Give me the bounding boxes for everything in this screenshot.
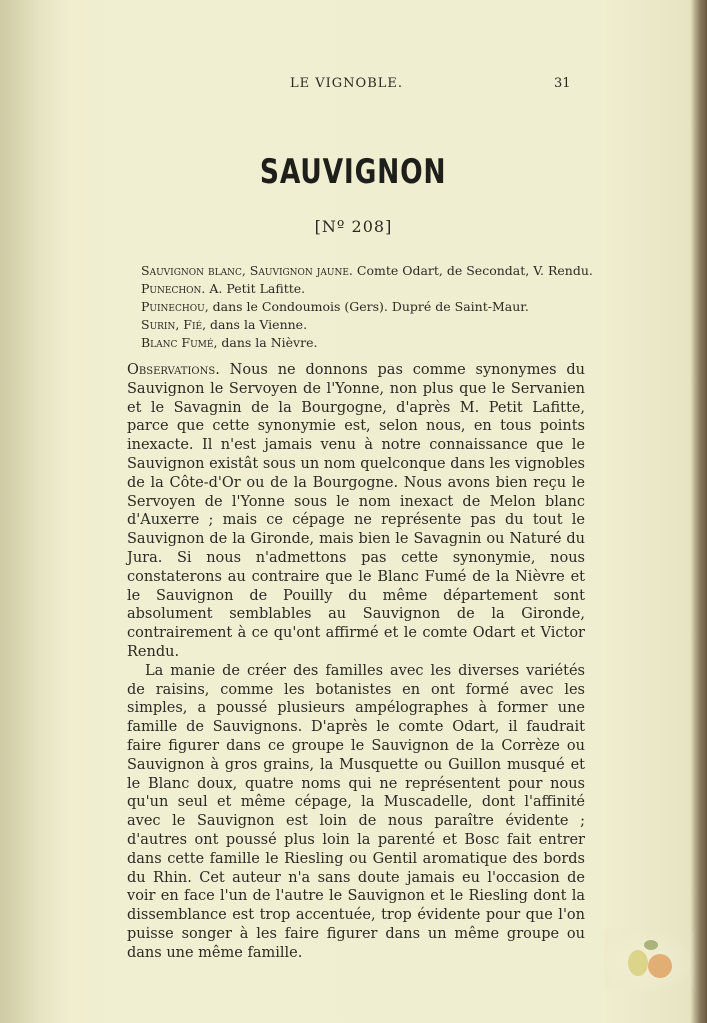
synonyms-list (141, 262, 601, 352)
observations-paragraph-2: La manie de créer des familles avec les diverses variétés de raisins, comme les botanistes en ont formé avec les simples, a poussé plusieurs ampélographes à former une famille de Sauvignons. D'après le comte Odart, il faudrait faire figurer dans ce groupe le Sauvignon de la Corrèze ou Sauvignon à gros grains, la Musquette ou Guillon musqué et le Blanc doux, quatre noms qui ne représentent pour nous qu'un seul et même cépage, la Muscadelle, dont l'affinité avec le Sauvignon est loin de nous paraître évidente ; d'autres ont poussé plus loin la parenté et Bosc fait entrer dans cette famille le Riesling ou Gentil aromatique des bords du Rhin. Cet auteur n'a sans doute jamais eu l'occasion de voir en face l'un de l'autre le Sauvignon et le Riesling dont la dissemblance est trop accentuée, trop évidente pour que l'on puisse songer à les faire figurer dans un même groupe ou dans une même famille. (127, 662, 585, 961)
pear-icon (628, 950, 648, 976)
synonym-name: Surin, Fié, (141, 317, 207, 332)
synonym-source: dans la Vienne. (206, 317, 308, 332)
synonym-line (141, 298, 601, 316)
synonym-line (141, 316, 601, 334)
synonym-source: A. Petit Lafitte. (205, 281, 306, 296)
running-title: LE VIGNOBLE. (290, 76, 404, 91)
synonym-source: dans la Nièvre. (217, 335, 318, 350)
observations-text (127, 361, 585, 963)
chapter-title: SAUVIGNON (259, 152, 447, 192)
observations-body-1: Nous ne donnons pas comme synonymes du Sauvignon le Servoyen de l'Yonne, non plus que le Servanien et le Savagnin de la Bourgogne, d'après M. Petit Lafitte, parce que cette synonymie est, selon nous, en tous points inexacte. Il n'est jamais venu à notre connaissance que le Sauvignon existât sous un nom quelconque dans les vignobles de la Côte-d'Or ou de la Bourgogne. Nous avons bien reçu le Servoyen de l'Yonne sous le nom inexact de Melon blanc d'Auxerre ; mais ce cépage ne représente pas du tout le Sauvignon de la Gironde, mais bien le Savagnin ou Naturé du Jura. Si nous n'admettons pas cette synonymie, nous constaterons au contraire que le Blanc Fumé de la Nièvre et le Sauvignon de Pouilly du même département sont absolument semblables au Sauvignon de la Gironde, contrairement à ce qu'ont affirmé et le comte Odart et Victor Rendu. (127, 362, 585, 660)
synonym-source: dans le Condoumois (Gers). Dupré de Saint-Maur. (208, 299, 529, 314)
synonym-source: Comte Odart, de Secondat, V. Rendu. (352, 263, 593, 278)
leaf-icon (644, 940, 658, 950)
running-header (0, 76, 707, 96)
watermark-stamp (604, 928, 694, 990)
synonym-line (141, 262, 601, 280)
fruit-icon (648, 954, 672, 978)
observations-label: Observations. (127, 362, 220, 378)
synonym-line (141, 334, 601, 352)
observations-paragraph-1 (127, 361, 585, 662)
synonym-name: Punechon. (141, 281, 206, 296)
synonym-name: Puinechou, (141, 299, 209, 314)
chapter-number: [Nº 208] (314, 217, 393, 236)
page-gutter-shadow (0, 0, 70, 1023)
synonym-name: Blanc Fumé, (141, 335, 218, 350)
synonym-line (141, 280, 601, 298)
synonym-name: Sauvignon blanc, Sauvignon jaune. (141, 263, 353, 278)
page-number: 31 (554, 76, 571, 91)
